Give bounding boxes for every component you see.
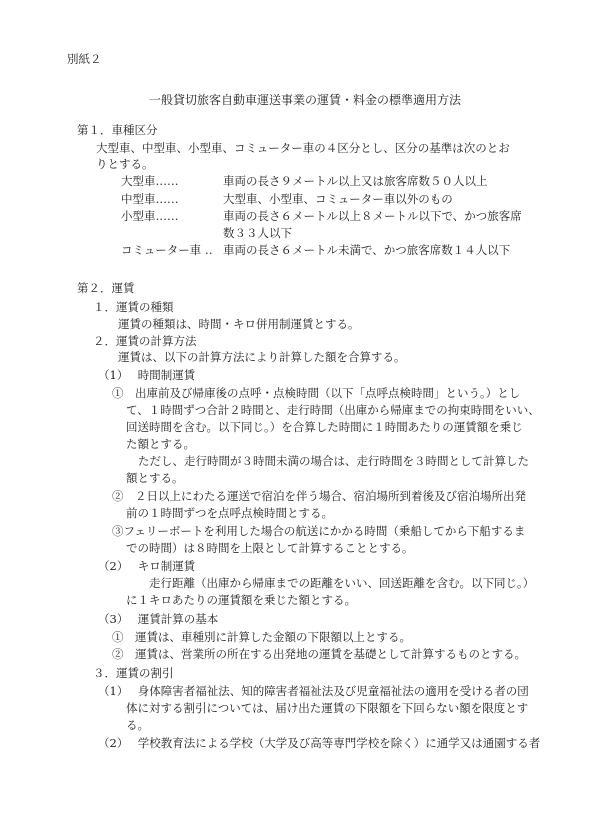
paragraph-line: ただし、走行時間が３時間未満の場合は、走行時間を３時間として計算した bbox=[138, 454, 529, 468]
item-heading: （2） キロ制運賃 bbox=[98, 559, 196, 573]
vehicle-class-desc: 車両の長さ６メートル以上８メートル以下で、かつ旅客席 bbox=[223, 209, 522, 223]
attachment-label: 別紙２ bbox=[67, 52, 102, 66]
paragraph-line: ① 出庫前及び帰庫後の点呼・点検時間（以下「点呼点検時間」という。）とし bbox=[112, 386, 521, 400]
paragraph-line: ② ２日以上にわたる運送で宿泊を伴う場合、宿泊場所到着後及び宿泊場所出発 bbox=[112, 489, 526, 503]
subsection-heading: ３．運賃の割引 bbox=[93, 666, 174, 680]
vehicle-class-label: 大型車‥‥‥ bbox=[121, 174, 179, 188]
vehicle-class-desc: 車両の長さ９メートル以上又は旅客席数５０人以上 bbox=[223, 174, 488, 188]
vehicle-class-desc: 大型車、小型車、コミューター車以外のもの bbox=[223, 192, 453, 206]
paragraph-line: る。 bbox=[126, 718, 149, 732]
paragraph-line: て、１時間ずつ合計２時間と、走行時間（出庫から帰庫までの拘束時間をいい、 bbox=[126, 403, 540, 417]
paragraph-line: 体に対する割引については、届け出た運賃の下限額を下回らない額を限度とす bbox=[126, 701, 529, 715]
paragraph-line: 走行距離（出庫から帰庫までの距離をいい、回送距離を含む。以下同じ。） bbox=[149, 576, 535, 590]
item-heading: （1） 時間制運賃 bbox=[98, 368, 196, 382]
paragraph-line: に１キロあたりの運賃額を乗じた額とする。 bbox=[126, 593, 356, 607]
paragraph-line: 額とする。 bbox=[126, 471, 184, 485]
subsection-heading: ２．運賃の計算方法 bbox=[93, 334, 197, 348]
paragraph-line: 回送時間を含む。以下同じ。）を合算した時間に１時間あたりの運賃額を乗じ bbox=[126, 420, 523, 434]
paragraph-line: 前の１時間ずつを点呼点検時間とする。 bbox=[126, 506, 333, 520]
paragraph-line: （1） 身体障害者福祉法、知的障害者福祉法及び児童福祉法の適用を受ける者の団 bbox=[98, 684, 529, 698]
vehicle-class-desc: 数３３人以下 bbox=[223, 226, 292, 240]
item-heading: （3） 運賃計算の基本 bbox=[98, 612, 219, 626]
paragraph-line: での時間）は８時間を上限として計算することとする。 bbox=[126, 541, 414, 555]
paragraph-line: 運賃は、以下の計算方法により計算した額を合算する。 bbox=[118, 350, 406, 364]
paragraph-line: た額とする。 bbox=[126, 437, 195, 451]
section1-intro-line: 大型車、中型車、小型車、コミューター車の４区分とし、区分の基準は次のとお bbox=[96, 141, 510, 155]
vehicle-class-label: コミューター車 ‥ bbox=[121, 243, 213, 257]
vehicle-class-label: 中型車‥‥‥ bbox=[121, 192, 179, 206]
section2-heading: 第２．運賃 bbox=[77, 281, 135, 295]
section1-heading: 第１．車種区分 bbox=[77, 123, 158, 137]
paragraph-line: 運賃の種類は、時間・キロ併用制運賃とする。 bbox=[118, 317, 360, 331]
section1-intro-line: りとする。 bbox=[96, 157, 154, 171]
subsection-heading: １．運賃の種類 bbox=[93, 300, 174, 314]
paragraph-line: ③フェリーボートを利用した場合の航送にかかる時間（乗船してから下船するま bbox=[112, 524, 526, 538]
paragraph-line: （2） 学校教育法による学校（大学及び高等専門学校を除く）に通学又は通園する者 bbox=[98, 736, 541, 750]
vehicle-class-label: 小型車‥‥‥ bbox=[121, 209, 179, 223]
paragraph-line: ② 運賃は、営業所の所在する出発地の運賃を基礎として計算するものとする。 bbox=[112, 647, 526, 661]
vehicle-class-desc: 車両の長さ６メートル未満で、かつ旅客席数１４人以下 bbox=[223, 243, 511, 257]
paragraph-line: ① 運賃は、車種別に計算した金額の下限額以上とする。 bbox=[112, 630, 411, 644]
document-title: 一般貸切旅客自動車運送事業の運賃・料金の標準適用方法 bbox=[149, 93, 462, 107]
